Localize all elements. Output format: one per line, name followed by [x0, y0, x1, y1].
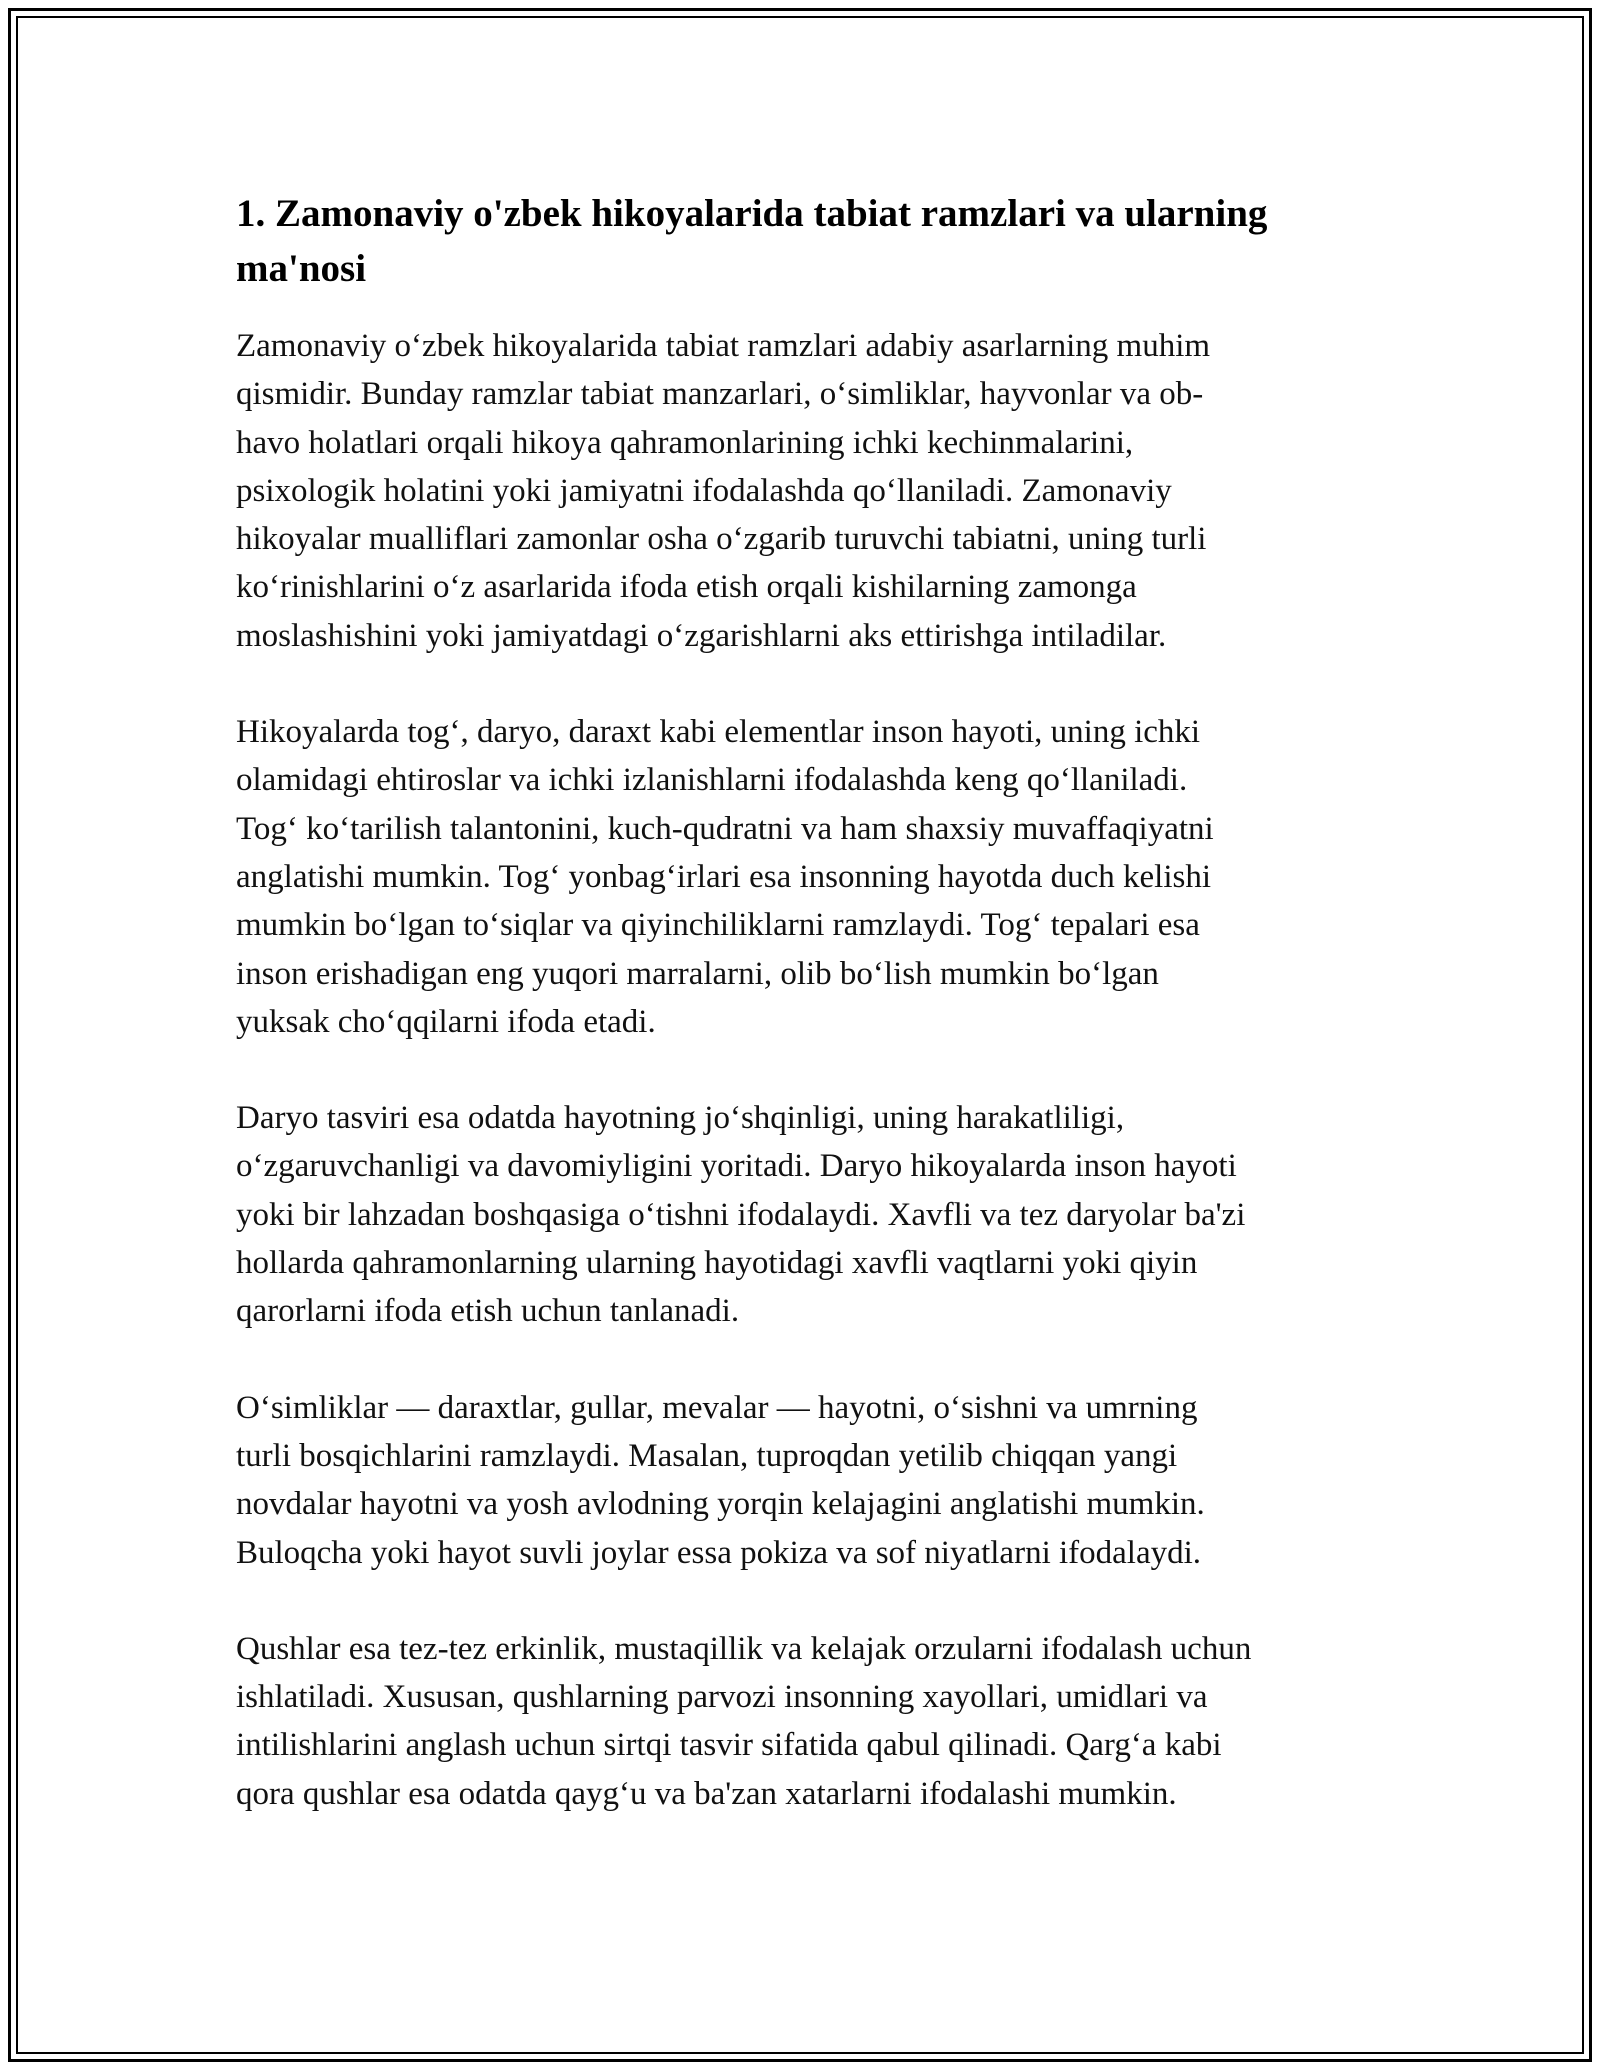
paragraph-5: Qushlar esa tez-tez erkinlik, mustaqillik va kelajak orzularni ifodalash uchun ishlatiladi. Xususan, qushlarning parvozi insonning xayollari, umidlari va intilishlarini anglash uchun sirtqi tasvir sifatida qabul qilinadi. Qarg‘a kabi qora qushlar esa odatda qayg‘u va ba'zan xatarlarni ifodalashi mumkin. [236, 1630, 1252, 1812]
section-heading-line-1: 1. Zamonaviy o'zbek hikoyalarida tabiat ramzlari va ularning [236, 192, 1268, 235]
section-heading [236, 186, 1376, 296]
document-body [236, 186, 1376, 1818]
paragraph-1: Zamonaviy o‘zbek hikoyalarida tabiat ramzlari adabiy asarlarning muhim qismidir. Bunday ramzlar tabiat manzarlari, o‘simliklar, hayvonlar va ob- havo holatlari orqali hikoya qahramonlarining ichki kechinmalarini, psixologik holatini yoki jamiyatni ifodalashda qo‘llaniladi. Zamonaviy hikoyalar mualliflari zamonlar osha o‘zgarib turuvchi tabiatni, uning turli ko‘rinishlarini o‘z asarlarida ifoda etish orqali kishilarning zamonga moslashishini yoki jamiyatdagi o‘zgarishlarni aks ettirishga intiladilar. [236, 328, 1211, 654]
paragraph-3: Daryo tasviri esa odatda hayotning jo‘shqinligi, uning harakatliligi, o‘zgaruvchanligi va davomiyligini yoritadi. Daryo hikoyalarda inson hayoti yoki bir lahzadan boshqasiga o‘tishni ifodalaydi. Xavfli va tez daryolar ba'zi hollarda qahramonlarning ularning hayotidagi xavfli vaqtlarni yoki qiyin qarorlarni ifoda etish uchun tanlanadi. [236, 1100, 1246, 1330]
section-heading-line-2: ma'nosi [236, 247, 367, 290]
paragraph-4: O‘simliklar — daraxtlar, gullar, mevalar — hayotni, o‘sishni va umrning turli bosqichlarini ramzlaydi. Masalan, tuproqdan yetilib chiqqan yangi novdalar hayotni va yosh avlodning yorqin kelajagini anglatishi mumkin. Buloqcha yoki hayot suvli joylar essa pokiza va sof niyatlarni ifodalaydi. [236, 1389, 1205, 1571]
paragraph-2: Hikoyalarda tog‘, daryo, daraxt kabi elementlar inson hayoti, uning ichki olamidagi ehtiroslar va ichki izlanishlarni ifodalashda keng qo‘llaniladi. Tog‘ ko‘tarilish talantonini, kuch-qudratni va ham shaxsiy muvaffaqiyatni anglatishi mumkin. Tog‘ yonbag‘irlari esa insonning hayotda duch kelishi mumkin bo‘lgan to‘siqlar va qiyinchiliklarni ramzlaydi. Tog‘ tepalari esa inson erishadigan eng yuqori marralarni, olib bo‘lish mumkin bo‘lgan yuksak cho‘qqilarni ifoda etadi. [236, 714, 1214, 1040]
